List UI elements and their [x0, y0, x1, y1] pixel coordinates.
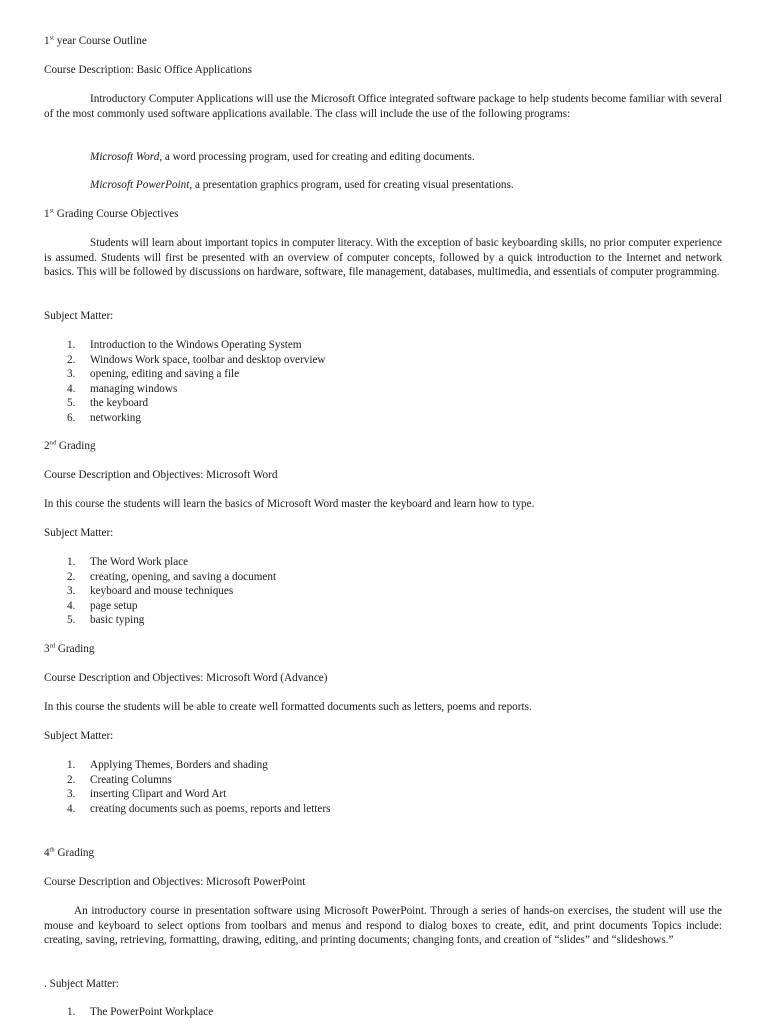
list-item: 6. networking: [67, 411, 141, 424]
grading2-subject-list: [0, 555, 276, 628]
grading3-course-desc: Course Description and Objectives: Microsoft Word (Advance): [44, 672, 328, 684]
list-item: 4. page setup: [67, 599, 138, 612]
list-item: 1. The PowerPoint Workplace: [67, 1006, 214, 1018]
list-item: 2. creating, opening, and saving a document: [67, 570, 277, 583]
program-word: Microsoft Word, a word processing program, used for creating and editing documents.: [90, 151, 475, 163]
grading3-subject-label: Subject Matter:: [44, 730, 114, 742]
grading2-paragraph: In this course the students will learn the basics of Microsoft Word master the keyboard and learn how to type.: [44, 498, 535, 510]
grading2-subject-label: Subject Matter:: [44, 527, 114, 539]
grading1-subject-list: [0, 338, 326, 426]
list-item: 5. basic typing: [67, 614, 145, 627]
intro-paragraph: Introductory Computer Applications will use the Microsoft Office integrated software package to help students become familiar with several of the most commonly used software applications available. The class will include the use of the following programs:: [44, 93, 722, 120]
grading4-heading: 4th Grading: [44, 846, 95, 859]
grading4-course-desc: Course Description and Objectives: Microsoft PowerPoint: [44, 876, 306, 888]
list-item: 3. keyboard and mouse techniques: [67, 585, 234, 598]
grading1-paragraph: Students will learn about important topics in computer literacy. With the exception of basic keyboarding skills, no prior computer experience is assumed. Students will first be presented with an overview of computer concepts, followed by a quick introduction to the Internet and network basics. This will be followed by discussions on hardware, software, file management, databases, multimedia, and essentials of computer programming.: [44, 237, 722, 279]
list-item: 5. the keyboard: [67, 397, 149, 410]
grading4-subject-list: [0, 1005, 213, 1020]
grading2-heading: 2nd Grading: [44, 439, 96, 452]
grading1-heading: 1st Grading Course Objectives: [44, 207, 179, 220]
list-item: 3. inserting Clipart and Word Art: [67, 788, 227, 801]
document-title: 1st year Course Outline: [44, 34, 147, 47]
grading3-heading: 3rd Grading: [44, 642, 95, 655]
list-item: 4. managing windows: [67, 382, 178, 395]
list-item: 3. opening, editing and saving a file: [67, 368, 240, 381]
grading3-paragraph: In this course the students will be able to create well formatted documents such as letters, poems and reports.: [44, 701, 532, 713]
list-item: 2. Creating Columns: [67, 773, 172, 786]
grading4-paragraph: An introductory course in presentation software using Microsoft PowerPoint. Through a series of hands-on exercises, the student will use the mouse and keyboard to select options from toolbars and menus and respond to dialog boxes to create, edit, and print documents Topics include: creating, saving, retrieving, formatting, drawing, editing, and printing documents; changing fonts, and creation of “slides” and “slideshows.”: [44, 905, 722, 947]
list-item: 4. creating documents such as poems, reports and letters: [67, 802, 331, 815]
course-description-heading: Course Description: Basic Office Applications: [44, 64, 252, 76]
list-item: 2. Windows Work space, toolbar and desktop overview: [67, 353, 326, 366]
grading2-course-desc: Course Description and Objectives: Microsoft Word: [44, 469, 278, 481]
list-item: 1. The Word Work place: [67, 556, 189, 568]
list-item: 1. Applying Themes, Borders and shading: [67, 759, 268, 771]
list-item: 1. Introduction to the Windows Operating System: [67, 339, 302, 351]
grading3-subject-list: [0, 758, 330, 816]
program-powerpoint: Microsoft PowerPoint, a presentation graphics program, used for creating visual presentations.: [90, 179, 514, 191]
grading1-subject-label: Subject Matter:: [44, 310, 114, 322]
grading4-subject-label: . Subject Matter:: [44, 978, 119, 990]
